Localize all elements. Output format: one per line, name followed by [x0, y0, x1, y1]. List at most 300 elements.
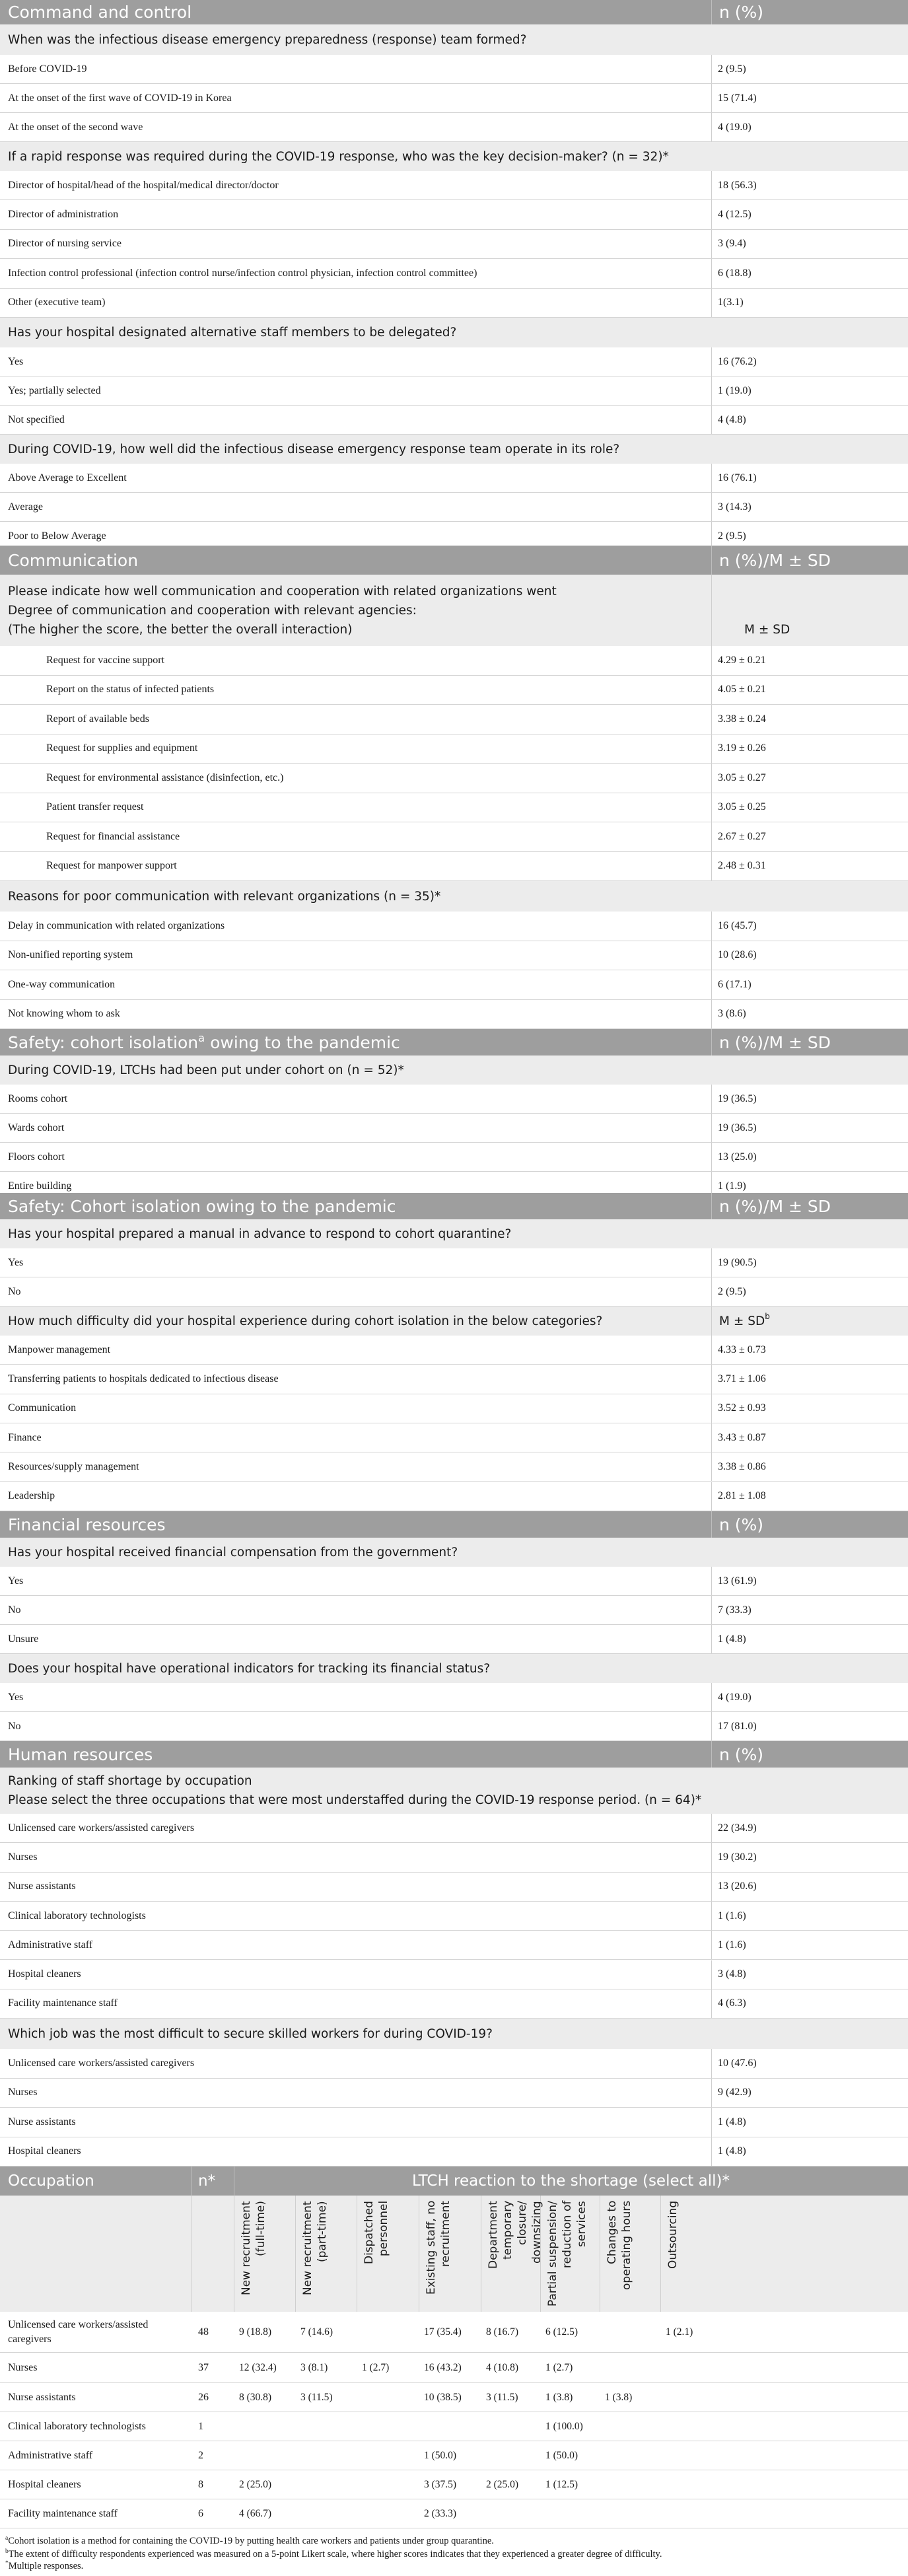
question-line: (The higher the score, the better the overall interaction) — [8, 622, 353, 637]
manual-row — [0, 1248, 908, 1277]
item-label: Communication — [8, 1402, 77, 1414]
column-divider — [711, 347, 712, 376]
financial-indicators-row — [0, 1683, 908, 1712]
occupation-cell: Nurses — [8, 2361, 38, 2373]
poor-communication-row — [0, 941, 908, 971]
column-divider — [711, 912, 712, 941]
reaction-value-cell — [300, 2470, 355, 2499]
staff-shortage-row — [0, 1843, 908, 1872]
reaction-value-cell: 4 (10.8) — [486, 2361, 519, 2373]
reaction-value-cell — [239, 2441, 294, 2470]
item-value: 1 (4.8) — [718, 1633, 746, 1645]
item-value: 3.71 ± 1.06 — [718, 1373, 766, 1384]
reaction-value-cell — [362, 2412, 417, 2441]
staff-shortage-row — [0, 1814, 908, 1843]
item-value: 4.29 ± 0.21 — [718, 654, 766, 666]
footnote-mark: b — [765, 1312, 770, 1321]
reaction-value-cell: 1 (2.7) — [362, 2361, 390, 2373]
reaction-value-cell — [486, 2499, 539, 2528]
reaction-value-cell: 8 (16.7) — [486, 2326, 519, 2338]
column-divider — [711, 970, 712, 999]
section-financial-resources — [0, 1511, 908, 1538]
reaction-column-label: Changes to operating hours — [606, 2201, 633, 2291]
column-divider — [711, 55, 712, 83]
item-label: Yes — [8, 355, 24, 367]
item-label: Leadership — [8, 1490, 55, 1502]
decision-maker-row — [0, 171, 908, 200]
item-label: Above Average to Excellent — [8, 472, 127, 483]
reaction-table-row — [0, 2312, 908, 2353]
column-divider — [711, 852, 712, 881]
title-part: owing to the pandemic — [205, 1032, 400, 1052]
item-label: Director of nursing service — [8, 238, 122, 250]
section-safety-cohort-isolation — [0, 1029, 908, 1055]
item-label: Yes; partially selected — [8, 384, 101, 396]
section-human-resources — [0, 1741, 908, 1768]
reaction-value-cell — [666, 2470, 907, 2499]
skilled-workers-row — [0, 2137, 908, 2167]
column-divider — [711, 1482, 712, 1511]
reaction-value-cell: 10 (38.5) — [424, 2391, 462, 2403]
column-divider — [711, 84, 712, 112]
item-value: 6 (17.1) — [718, 978, 751, 990]
item-label: Poor to Below Average — [8, 530, 106, 542]
poor-communication-row — [0, 1000, 908, 1030]
question-text — [8, 575, 701, 646]
column-header-msd — [719, 1306, 904, 1336]
skilled-workers-row — [0, 2049, 908, 2079]
item-label: Nurses — [8, 1851, 38, 1863]
item-value: 3.38 ± 0.24 — [718, 713, 766, 725]
item-label: Request for manpower support — [46, 860, 177, 872]
column-divider — [711, 941, 712, 970]
item-label: Average — [8, 501, 43, 513]
item-label: Before COVID-19 — [8, 63, 87, 75]
team-operation-row — [0, 464, 908, 493]
question-line: Ranking of staff shortage by occupation — [8, 1774, 252, 1788]
item-value: 2 (9.5) — [718, 530, 746, 542]
difficulty-row — [0, 1482, 908, 1511]
item-value: 19 (36.5) — [718, 1092, 757, 1104]
reaction-column-label: Existing staff, no recruitment — [425, 2201, 452, 2295]
section-communication — [0, 546, 908, 575]
section-title: Command and control — [8, 3, 192, 22]
item-value: 19 (90.5) — [718, 1256, 757, 1268]
communication-rating-row — [0, 852, 908, 882]
reaction-value-cell — [486, 2412, 539, 2441]
item-value: 16 (76.1) — [718, 472, 757, 483]
reaction-value-cell — [666, 2412, 907, 2441]
n-cell: 6 — [198, 2507, 203, 2519]
n-cell: 2 — [198, 2449, 203, 2461]
reaction-value-cell — [300, 2412, 355, 2441]
reaction-value-cell — [362, 2383, 417, 2412]
reaction-value-cell: 3 (8.1) — [300, 2361, 328, 2373]
column-divider — [711, 1306, 712, 1336]
column-divider — [711, 200, 712, 229]
question-text: If a rapid response was required during the COVID-19 response, who was the key decision-maker? (n = 32)* — [8, 149, 669, 164]
item-label: Resources/supply management — [8, 1460, 139, 1472]
column-divider — [191, 2166, 192, 2196]
question-text: Has your hospital designated alternative staff members to be delegated? — [8, 326, 457, 340]
question-decision-maker — [0, 142, 908, 171]
item-value: 13 (61.9) — [718, 1575, 757, 1587]
item-value: 19 (30.2) — [718, 1851, 757, 1863]
reaction-value-cell: 1 (3.8) — [545, 2391, 573, 2403]
item-value: 2 (9.5) — [718, 63, 746, 75]
staff-shortage-row — [0, 1989, 908, 2019]
item-label: Floors cohort — [8, 1151, 65, 1163]
question-text — [8, 1768, 893, 1814]
reaction-value-cell — [362, 2441, 417, 2470]
n-cell: 26 — [198, 2391, 209, 2403]
item-value: 2.48 ± 0.31 — [718, 860, 766, 872]
question-financial-indicators — [0, 1654, 908, 1683]
column-divider — [711, 1989, 712, 2018]
reaction-column-header — [357, 2201, 419, 2310]
footnote-mark: b — [5, 2548, 9, 2555]
item-value: 16 (45.7) — [718, 919, 757, 931]
communication-rating-row — [0, 764, 908, 793]
poor-communication-row — [0, 912, 908, 941]
reaction-group-header: LTCH reaction to the shortage (select all)* — [412, 2172, 730, 2190]
reaction-value-cell: 3 (37.5) — [424, 2478, 457, 2490]
item-value: 7 (33.3) — [718, 1604, 751, 1616]
reaction-column-header — [295, 2201, 357, 2310]
alternative-staff-row — [0, 376, 908, 406]
question-text: Has your hospital received financial compensation from the government? — [8, 1545, 458, 1559]
skilled-workers-row — [0, 2079, 908, 2108]
reaction-value-cell: 2 (25.0) — [486, 2478, 519, 2490]
occupation-cell: Clinical laboratory technologists — [8, 2420, 146, 2432]
question-text: How much difficulty did your hospital experience during cohort isolation in the below categories? — [8, 1314, 603, 1328]
reaction-value-cell — [605, 2312, 659, 2352]
n-cell: 1 — [198, 2420, 203, 2432]
occupation-header: Occupation — [8, 2172, 94, 2190]
item-label: Other (executive team) — [8, 297, 106, 308]
reaction-value-cell: 1 (3.8) — [605, 2391, 633, 2403]
item-value: 1 (4.8) — [718, 2116, 746, 2128]
item-value: 4 (19.0) — [718, 121, 751, 133]
reaction-column-header — [481, 2201, 543, 2310]
column-divider — [711, 1596, 712, 1624]
reaction-value-cell: 4 (66.7) — [239, 2507, 272, 2519]
reaction-value-cell: 1 (12.5) — [545, 2478, 578, 2490]
reaction-value-cell: 12 (32.4) — [239, 2361, 277, 2373]
reaction-value-cell — [300, 2499, 355, 2528]
item-label: Entire building — [8, 1180, 72, 1192]
column-divider — [711, 793, 712, 822]
reaction-value-cell: 7 (14.6) — [300, 2326, 333, 2338]
footnote — [5, 2560, 83, 2572]
reaction-value-cell — [605, 2499, 659, 2528]
reaction-column-header — [234, 2201, 295, 2310]
item-label: Unlicensed care workers/assisted caregivers — [8, 2057, 195, 2069]
section-title: Communication — [8, 550, 139, 570]
question-text: Has your hospital prepared a manual in advance to respond to cohort quarantine? — [8, 1227, 512, 1241]
item-label: At the onset of the first wave of COVID-19 in Korea — [8, 92, 232, 104]
staff-shortage-row — [0, 1873, 908, 1902]
reaction-value-cell — [300, 2441, 355, 2470]
reaction-table-row — [0, 2353, 908, 2383]
team-formed-row — [0, 84, 908, 113]
question-line: Degree of communication and cooperation with relevant agencies: — [8, 603, 417, 618]
item-value: 19 (36.5) — [718, 1122, 757, 1133]
alternative-staff-row — [0, 406, 908, 435]
reaction-value-cell — [605, 2441, 659, 2470]
item-label: At the onset of the second wave — [8, 121, 143, 133]
item-value: 4.05 ± 0.21 — [718, 684, 766, 696]
item-value: 3.19 ± 0.26 — [718, 742, 766, 754]
section-title: Safety: Cohort isolation owing to the pandemic — [8, 1196, 396, 1216]
item-label: Not specified — [8, 413, 65, 425]
item-label: Wards cohort — [8, 1122, 65, 1133]
footnote — [5, 2548, 662, 2560]
reaction-value-cell: 16 (43.2) — [424, 2361, 462, 2373]
section-title: Financial resources — [8, 1515, 166, 1534]
question-text: During COVID-19, LTCHs had been put under cohort on (n = 52)* — [8, 1063, 404, 1077]
column-divider — [711, 575, 712, 646]
reaction-column-header — [419, 2201, 481, 2310]
item-value: 2 (9.5) — [718, 1285, 746, 1297]
section-title: Human resources — [8, 1744, 153, 1764]
reaction-table-row — [0, 2412, 908, 2441]
question-text: Which job was the most difficult to secure skilled workers for during COVID-19? — [8, 2026, 493, 2041]
item-label: Request for supplies and equipment — [46, 742, 198, 754]
occupation-cell: Hospital cleaners — [8, 2478, 81, 2490]
column-divider — [711, 1365, 712, 1393]
column-divider — [711, 822, 712, 851]
reaction-value-cell: 9 (18.8) — [239, 2326, 272, 2338]
column-divider — [711, 171, 712, 199]
question-difficulty — [0, 1306, 908, 1336]
item-label: Manpower management — [8, 1343, 111, 1355]
reaction-value-cell — [486, 2441, 539, 2470]
item-value: 1(3.1) — [718, 297, 744, 308]
reaction-value-cell: 1 (2.1) — [666, 2326, 693, 2338]
item-value: 3 (4.8) — [718, 1968, 746, 1980]
reaction-value-cell — [362, 2312, 417, 2352]
communication-rating-row — [0, 705, 908, 734]
reaction-value-cell: 1 (2.7) — [545, 2361, 573, 2373]
reaction-column-label: Department temporary closure/ downsizing — [487, 2201, 543, 2269]
alternative-staff-row — [0, 347, 908, 376]
item-label: No — [8, 1720, 21, 1732]
item-value: 3 (14.3) — [718, 501, 751, 513]
question-financial-compensation — [0, 1538, 908, 1567]
n-cell: 8 — [198, 2478, 203, 2490]
item-value: 17 (81.0) — [718, 1720, 757, 1732]
item-label: No — [8, 1604, 21, 1616]
item-value: 15 (71.4) — [718, 92, 757, 104]
item-label: Yes — [8, 1691, 24, 1703]
question-text: When was the infectious disease emergency preparedness (response) team formed? — [8, 32, 527, 47]
column-divider — [711, 1248, 712, 1277]
item-value: 10 (47.6) — [718, 2057, 757, 2069]
column-divider — [711, 546, 712, 575]
decision-maker-row — [0, 289, 908, 318]
reaction-value-cell — [239, 2412, 294, 2441]
item-label: Hospital cleaners — [8, 2145, 81, 2157]
occupation-cell: Facility maintenance staff — [8, 2507, 118, 2519]
reaction-column-header — [660, 2201, 908, 2310]
item-value: 9 (42.9) — [718, 2087, 751, 2098]
column-header-msd: M ± SD — [744, 623, 790, 637]
occupation-cell: Unlicensed care workers/assisted caregivers — [8, 2318, 149, 2345]
question-staff-shortage — [0, 1768, 908, 1814]
skilled-workers-row — [0, 2108, 908, 2137]
item-label: Yes — [8, 1575, 24, 1587]
column-divider — [711, 289, 712, 317]
item-value: 3.43 ± 0.87 — [718, 1431, 766, 1443]
column-divider — [711, 2079, 712, 2108]
column-divider — [711, 1511, 712, 1538]
communication-rating-row — [0, 676, 908, 705]
footnote-mark: * — [5, 2560, 9, 2567]
reaction-value-cell — [666, 2441, 907, 2470]
column-divider — [711, 1873, 712, 1901]
item-label: Non-unified reporting system — [8, 949, 133, 961]
reaction-value-cell — [605, 2412, 659, 2441]
footnote-text: The extent of difficulty respondents experienced was measured on a 5-point Likert scale, where higher scores indicates that they experienced a greater degree of difficulty. — [8, 2548, 662, 2559]
item-value: 22 (34.9) — [718, 1822, 757, 1834]
column-divider — [711, 1625, 712, 1653]
column-divider — [711, 1902, 712, 1930]
reaction-column-header — [540, 2201, 600, 2310]
column-divider — [711, 734, 712, 764]
question-text: During COVID-19, how well did the infectious disease emergency response team operate in its role? — [8, 442, 620, 456]
question-alternative-staff — [0, 318, 908, 347]
column-divider — [711, 230, 712, 258]
reaction-column-label: New recruitment (full-time) — [240, 2201, 267, 2295]
item-label: Request for financial assistance — [46, 830, 180, 842]
decision-maker-row — [0, 230, 908, 259]
occupation-cell: Administrative staff — [8, 2449, 93, 2461]
item-label: Director of administration — [8, 209, 119, 221]
item-label: Report of available beds — [46, 713, 149, 725]
item-value: 1 (1.9) — [718, 1180, 746, 1192]
column-divider — [711, 1567, 712, 1595]
reaction-value-cell: 6 (12.5) — [545, 2326, 578, 2338]
difficulty-row — [0, 1365, 908, 1394]
difficulty-row — [0, 1423, 908, 1452]
column-divider — [711, 705, 712, 734]
column-divider — [711, 1712, 712, 1740]
column-divider — [711, 1683, 712, 1711]
question-poor-communication — [0, 881, 908, 912]
column-divider — [711, 1143, 712, 1171]
staff-shortage-row — [0, 1960, 908, 1989]
communication-rating-row — [0, 822, 908, 852]
difficulty-row — [0, 1452, 908, 1482]
reaction-value-cell — [424, 2412, 479, 2441]
column-divider — [711, 464, 712, 492]
item-label: Director of hospital/head of the hospital/medical director/doctor — [8, 179, 279, 191]
reaction-column-header — [600, 2201, 660, 2310]
cohort-on-row — [0, 1143, 908, 1172]
column-divider — [711, 1452, 712, 1481]
column-divider — [711, 259, 712, 287]
reaction-column-label: New recruitment (part-time) — [301, 2201, 329, 2295]
column-divider — [711, 1843, 712, 1871]
reaction-value-cell — [545, 2499, 598, 2528]
section-column-header: n (%) — [719, 3, 764, 22]
item-value: 3.38 ± 0.86 — [718, 1460, 766, 1472]
poor-communication-row — [0, 970, 908, 1000]
decision-maker-row — [0, 200, 908, 229]
question-manual — [0, 1219, 908, 1248]
financial-indicators-row — [0, 1712, 908, 1741]
column-divider — [711, 1336, 712, 1364]
item-label: One-way communication — [8, 978, 116, 990]
decision-maker-row — [0, 259, 908, 288]
reaction-value-cell — [666, 2499, 907, 2528]
team-formed-row — [0, 55, 908, 84]
item-value: 13 (20.6) — [718, 1880, 757, 1892]
team-formed-row — [0, 113, 908, 142]
item-value: 4 (19.0) — [718, 1691, 751, 1703]
section-column-header: n (%)/M ± SD — [719, 550, 831, 570]
column-divider — [711, 1029, 712, 1055]
reaction-table-row — [0, 2383, 908, 2412]
question-team-formed — [0, 24, 908, 55]
reaction-table-row — [0, 2441, 908, 2470]
item-label: Facility maintenance staff — [8, 1997, 118, 2009]
section-column-header: n (%)/M ± SD — [719, 1032, 831, 1052]
footnote — [5, 2535, 494, 2547]
reaction-value-cell: 17 (35.4) — [424, 2326, 462, 2338]
item-label: Nurse assistants — [8, 1880, 76, 1892]
footnote-text: Cohort isolation is a method for containing the COVID-19 by putting health care workers and patients under group quarantine. — [8, 2535, 494, 2546]
column-divider — [711, 376, 712, 405]
reaction-column-label: Outsourcing — [666, 2201, 680, 2270]
reaction-value-cell — [362, 2499, 417, 2528]
column-divider — [711, 1931, 712, 1959]
column-divider — [711, 1114, 712, 1142]
item-label: Report on the status of infected patients — [46, 684, 215, 696]
column-divider — [711, 1814, 712, 1842]
column-divider — [711, 1085, 712, 1113]
reaction-value-cell: 3 (11.5) — [486, 2391, 518, 2403]
footnote-mark: a — [5, 2535, 9, 2542]
item-value: 18 (56.3) — [718, 179, 757, 191]
column-divider — [711, 493, 712, 521]
question-line: Please select the three occupations that were most understaffed during the COVID-19 response period. (n = 64)* — [8, 1793, 702, 1807]
cohort-on-row — [0, 1114, 908, 1143]
reaction-column-label: Partial suspension/ reduction of services — [546, 2201, 588, 2307]
n-cell: 37 — [198, 2361, 209, 2373]
reaction-value-cell: 1 (100.0) — [545, 2420, 583, 2432]
n-cell: 48 — [198, 2326, 209, 2338]
item-value: 1 (19.0) — [718, 384, 751, 396]
column-divider — [711, 2137, 712, 2166]
item-label: Not knowing whom to ask — [8, 1008, 120, 1020]
item-label: Finance — [8, 1431, 42, 1443]
question-text: Reasons for poor communication with relevant organizations (n = 35)* — [8, 889, 441, 904]
communication-rating-row — [0, 646, 908, 676]
question-skilled-workers — [0, 2019, 908, 2049]
item-value: 16 (76.2) — [718, 355, 757, 367]
column-divider — [711, 1277, 712, 1306]
column-divider — [711, 1000, 712, 1029]
reaction-value-cell — [666, 2353, 907, 2382]
n-header: n* — [198, 2172, 216, 2190]
reaction-value-cell: 8 (30.8) — [239, 2391, 272, 2403]
item-value: 4 (6.3) — [718, 1997, 746, 2009]
item-value: 2.67 ± 0.27 — [718, 830, 766, 842]
item-value: 3.52 ± 0.93 — [718, 1402, 766, 1414]
item-label: Infection control professional (infection control nurse/infection control physician, infection control committee) — [8, 267, 477, 279]
